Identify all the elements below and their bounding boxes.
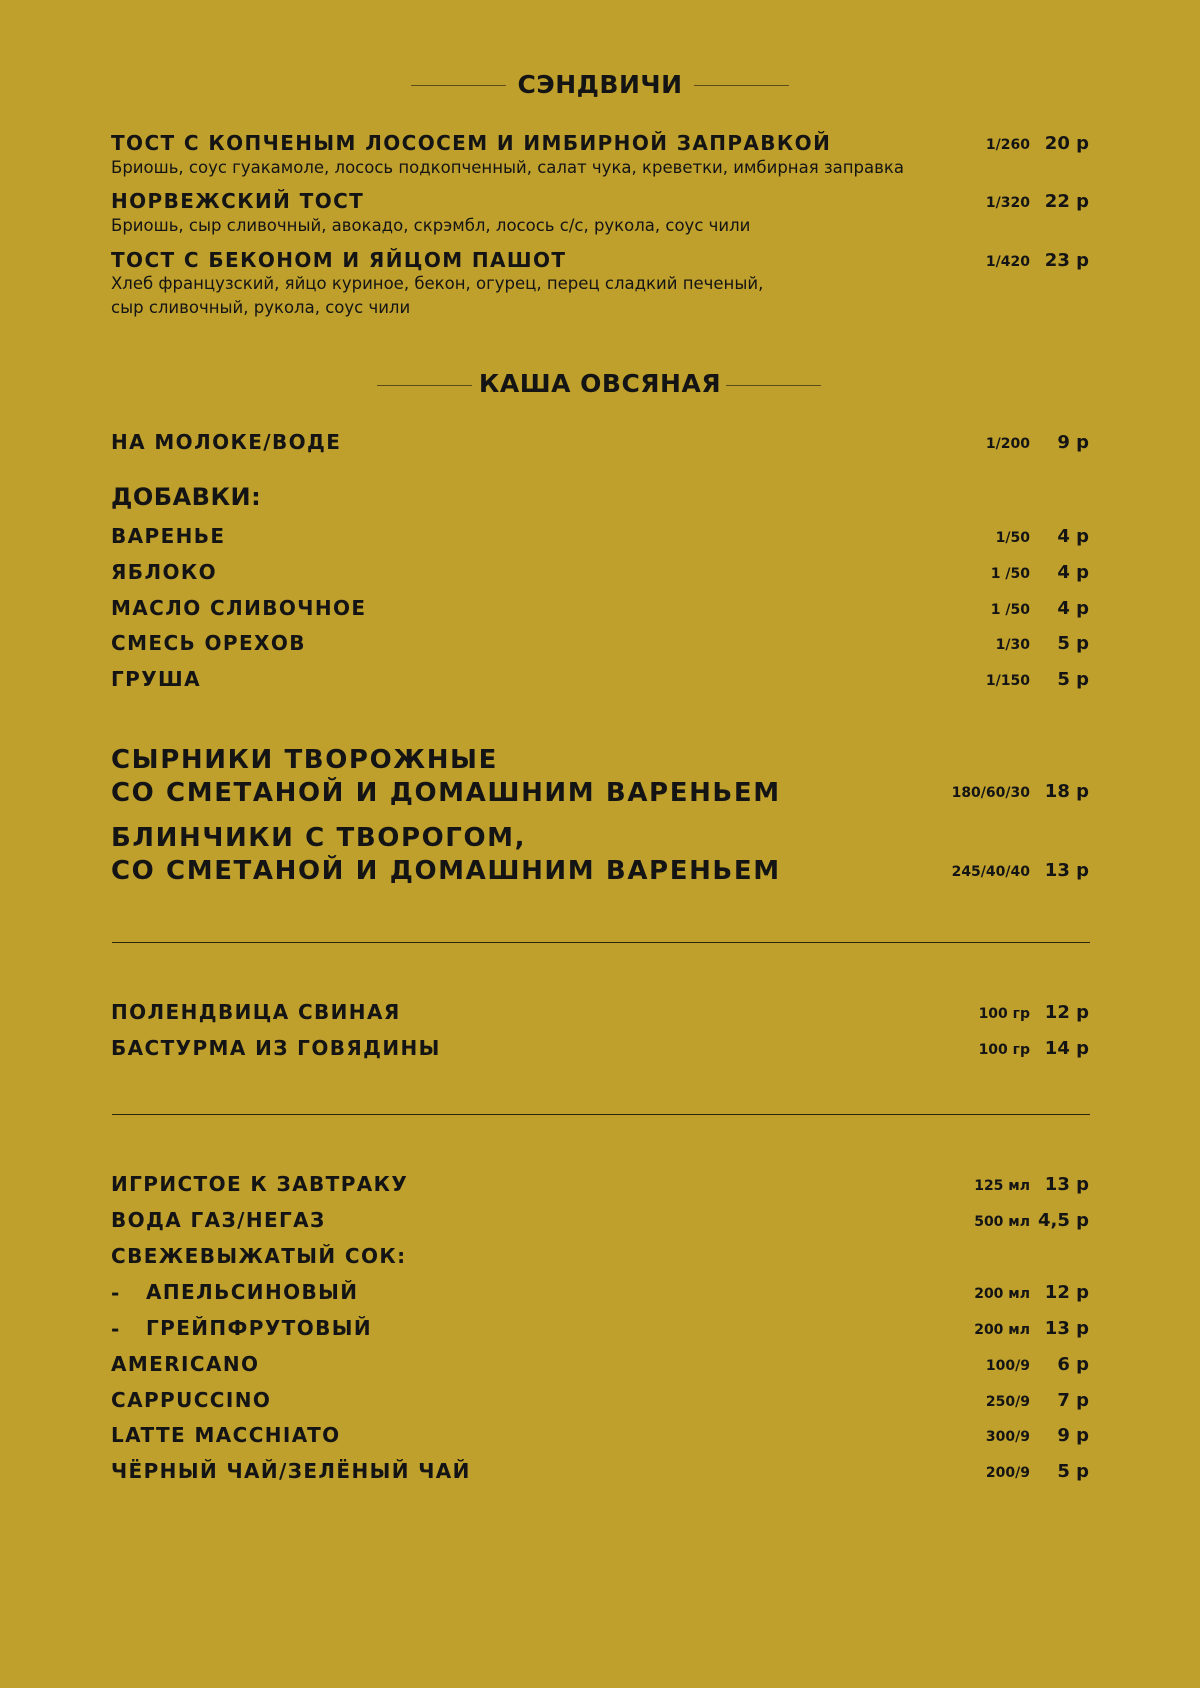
coffee-2-portion: 250/9 [985, 1394, 1030, 1410]
addon-name: СМЕСЬ ОРЕХОВ [111, 631, 306, 655]
special-2-price: 13 р [1044, 860, 1089, 881]
special-1-portion: 180/60/30 [951, 785, 1030, 801]
sandwich-1-name: ТОСТ С КОПЧЕНЫМ ЛОСОСЕМ И ИМБИРНОЙ ЗАПРАВКОЙ [111, 131, 832, 155]
addons-title: ДОБАВКИ: [111, 483, 262, 511]
sandwich-2-portion: 1/320 [985, 195, 1030, 211]
coffee-2-price: 7 р [1057, 1390, 1089, 1411]
porridge-base-portion: 1/200 [985, 436, 1030, 452]
special-1-line2: СО СМЕТАНОЙ И ДОМАШНИМ ВАРЕНЬЕМ [111, 778, 781, 808]
juice-1-name: АПЕЛЬСИНОВЫЙ [146, 1280, 359, 1304]
meat-2-price: 14 р [1044, 1038, 1089, 1059]
special-2-portion: 245/40/40 [951, 864, 1030, 880]
juice-dash: - [111, 1281, 120, 1305]
special-1-price: 18 р [1044, 781, 1089, 802]
meat-1-name: ПОЛЕНДВИЦА СВИНАЯ [111, 1000, 401, 1024]
meat-1-portion: 100 гр [978, 1006, 1030, 1022]
sandwich-3-portion: 1/420 [985, 254, 1030, 270]
sandwich-1-portion: 1/260 [985, 137, 1030, 153]
juice-2-name: ГРЕЙПФРУТОВЫЙ [146, 1316, 373, 1340]
sandwich-3-price: 23 р [1044, 250, 1089, 271]
heading-rule-right [694, 85, 789, 86]
addon-price: 5 р [1057, 633, 1089, 654]
coffee-3-price: 9 р [1057, 1425, 1089, 1446]
special-1-line1: СЫРНИКИ ТВОРОЖНЫЕ [111, 745, 498, 775]
addon-portion: 1 /50 [990, 566, 1030, 582]
sandwich-2-name: НОРВЕЖСКИЙ ТОСТ [111, 189, 365, 213]
porridge-title: КАША ОВСЯНАЯ [478, 369, 722, 398]
juice-dash: - [111, 1317, 120, 1341]
coffee-1-portion: 100/9 [985, 1358, 1030, 1374]
addon-name: ГРУША [111, 667, 202, 691]
coffee-1-name: AMERICANO [111, 1352, 260, 1376]
addon-portion: 1 /50 [990, 602, 1030, 618]
water-portion: 500 мл [974, 1214, 1030, 1230]
juice-2-price: 13 р [1044, 1318, 1089, 1339]
addon-price: 5 р [1057, 669, 1089, 690]
sandwich-1-desc: Бриошь, соус гуакамоле, лосось подкопченный, салат чука, креветки, имбирная заправка [111, 158, 904, 177]
porridge-base-name: НА МОЛОКЕ/ВОДЕ [111, 430, 342, 454]
juice-1-price: 12 р [1044, 1282, 1089, 1303]
coffee-1-price: 6 р [1057, 1354, 1089, 1375]
sandwich-3-name: ТОСТ С БЕКОНОМ И ЯЙЦОМ ПАШОТ [111, 248, 567, 272]
addon-name: ЯБЛОКО [111, 560, 218, 584]
sparkling-portion: 125 мл [974, 1178, 1030, 1194]
coffee-3-portion: 300/9 [985, 1429, 1030, 1445]
special-2-line2: СО СМЕТАНОЙ И ДОМАШНИМ ВАРЕНЬЕМ [111, 856, 781, 886]
sandwich-3-desc-line2: сыр сливочный, рукола, соус чили [111, 298, 411, 317]
water-price: 4,5 р [1037, 1210, 1089, 1231]
sandwich-3-desc-line1: Хлеб французский, яйцо куриное, бекон, огурец, перец сладкий печеный, [111, 274, 764, 293]
special-2-line1: БЛИНЧИКИ С ТВОРОГОМ, [111, 823, 527, 853]
addon-portion: 1/30 [995, 637, 1030, 653]
sandwiches-title: СЭНДВИЧИ [517, 70, 683, 99]
addon-name: МАСЛО СЛИВОЧНОЕ [111, 596, 367, 620]
juice-1-portion: 200 мл [974, 1286, 1030, 1302]
meat-1-price: 12 р [1044, 1002, 1089, 1023]
meat-2-name: БАСТУРМА ИЗ ГОВЯДИНЫ [111, 1036, 441, 1060]
sandwich-2-price: 22 р [1044, 191, 1089, 212]
sandwich-1-price: 20 р [1044, 133, 1089, 154]
coffee-4-name: ЧЁРНЫЙ ЧАЙ/ЗЕЛЁНЫЙ ЧАЙ [111, 1459, 471, 1483]
addon-price: 4 р [1057, 598, 1089, 619]
coffee-4-price: 5 р [1057, 1461, 1089, 1482]
meat-2-portion: 100 гр [978, 1042, 1030, 1058]
coffee-2-name: CAPPUCCINO [111, 1388, 272, 1412]
coffee-3-name: LATTE MACCHIATO [111, 1423, 341, 1447]
juice-2-portion: 200 мл [974, 1322, 1030, 1338]
porridge-base-price: 9 р [1057, 432, 1089, 453]
addon-portion: 1/50 [995, 530, 1030, 546]
sandwich-2-desc: Бриошь, сыр сливочный, авокадо, скрэмбл, лосось с/с, рукола, соус чили [111, 216, 751, 235]
addon-portion: 1/150 [985, 673, 1030, 689]
sparkling-name: ИГРИСТОЕ К ЗАВТРАКУ [111, 1172, 409, 1196]
sparkling-price: 13 р [1044, 1174, 1089, 1195]
section-divider [112, 942, 1090, 943]
coffee-4-portion: 200/9 [985, 1465, 1030, 1481]
section-divider [112, 1114, 1090, 1115]
addon-price: 4 р [1057, 526, 1089, 547]
water-name: ВОДА ГАЗ/НЕГАЗ [111, 1208, 326, 1232]
juice-title: СВЕЖЕВЫЖАТЫЙ СОК: [111, 1244, 407, 1268]
addon-price: 4 р [1057, 562, 1089, 583]
addon-name: ВАРЕНЬЕ [111, 524, 226, 548]
heading-rule-right [726, 385, 821, 386]
